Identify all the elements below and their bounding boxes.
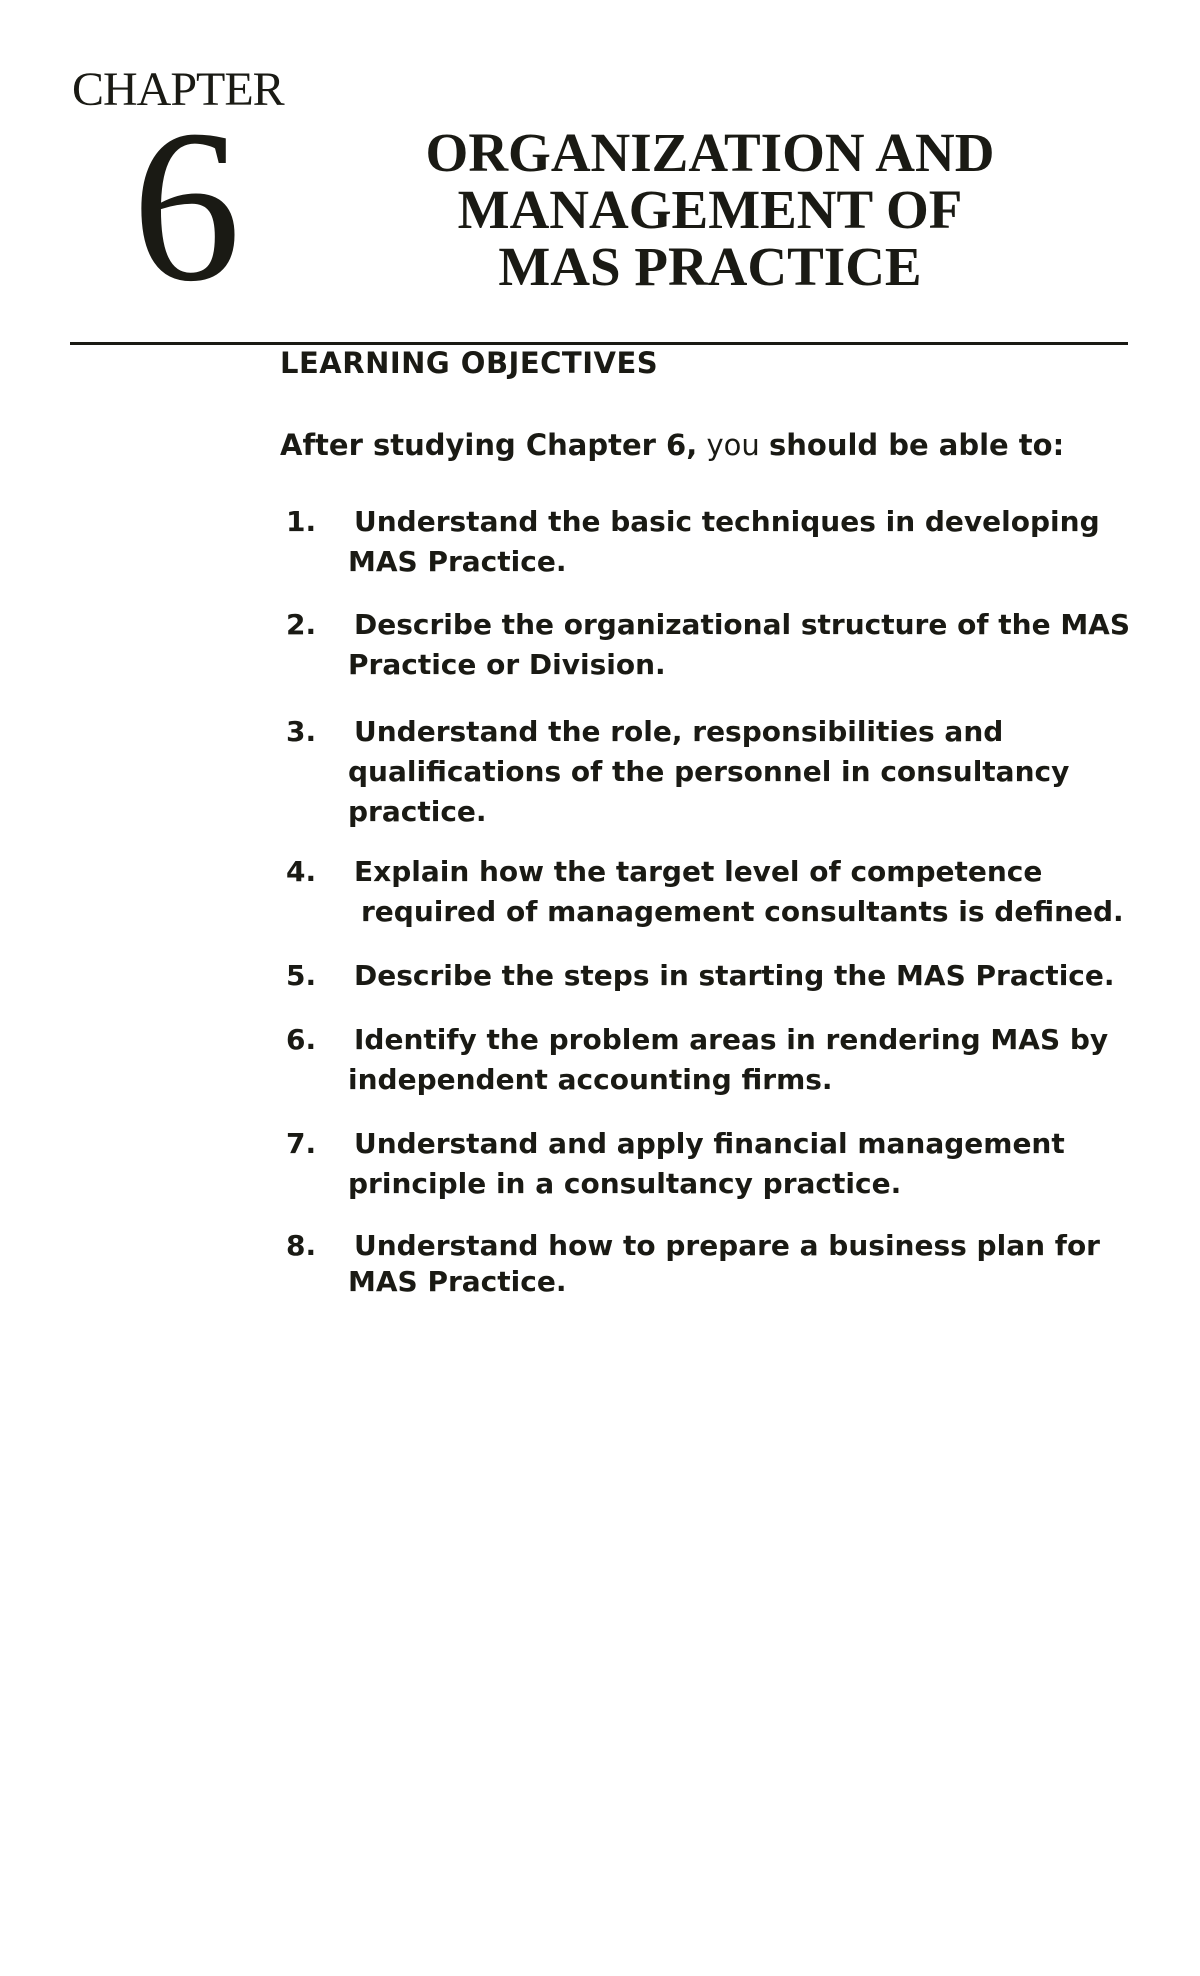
- objective-item-5: [280, 956, 1160, 996]
- chapter-number: 6: [132, 86, 237, 327]
- objective-line: Identify the problem areas in rendering MAS by: [354, 1023, 1109, 1056]
- objective-number: 8.: [286, 1229, 317, 1262]
- objective-number: 1.: [286, 505, 317, 538]
- objective-line: Understand how to prepare a business plan for: [354, 1229, 1100, 1262]
- objective-line: MAS Practice.: [348, 545, 567, 578]
- chapter-label: CHAPTER: [72, 63, 284, 116]
- objective-number: 5.: [286, 959, 317, 992]
- objective-item-1: [280, 502, 1160, 582]
- objective-item-3: [280, 712, 1160, 832]
- objective-item-6: [280, 1020, 1160, 1100]
- objective-number: 3.: [286, 715, 317, 748]
- chapter-title: [380, 124, 1040, 295]
- objective-line: required of management consultants is defined.: [361, 895, 1124, 928]
- objectives-list: [280, 502, 1160, 1300]
- objective-number: 2.: [286, 608, 317, 641]
- learning-objectives-heading: LEARNING OBJECTIVES: [280, 346, 659, 380]
- intro-part-2: you: [697, 428, 769, 462]
- objective-item-2: [280, 605, 1160, 685]
- objective-line: independent accounting firms.: [348, 1063, 833, 1096]
- objective-item-4: [280, 852, 1160, 932]
- objective-line: Describe the organizational structure of the MAS: [354, 608, 1131, 641]
- chapter-title-line-3: MAS PRACTICE: [498, 236, 922, 297]
- intro-part-1: After studying Chapter 6,: [280, 428, 698, 462]
- objective-line: qualifications of the personnel in consultancy: [348, 755, 1070, 788]
- objective-line: Explain how the target level of competence: [354, 855, 1043, 888]
- intro-part-3: should be able to:: [768, 428, 1065, 462]
- objective-line: Understand the basic techniques in developing: [354, 505, 1100, 538]
- learning-objectives-intro: [280, 425, 1064, 465]
- objective-line: Describe the steps in starting the MAS Practice.: [354, 959, 1115, 992]
- objective-line: MAS Practice.: [348, 1265, 567, 1298]
- objective-line: practice.: [348, 795, 487, 828]
- objective-number: 4.: [286, 855, 317, 888]
- objective-line: Practice or Division.: [348, 648, 666, 681]
- objective-item-8: [280, 1228, 1160, 1300]
- objective-line: Understand and apply financial management: [354, 1127, 1065, 1160]
- chapter-title-line-1: ORGANIZATION AND: [425, 122, 995, 183]
- objective-item-7: [280, 1124, 1160, 1204]
- objective-line: Understand the role, responsibilities and: [354, 715, 1004, 748]
- objective-line: principle in a consultancy practice.: [348, 1167, 902, 1200]
- objective-number: 6.: [286, 1023, 317, 1056]
- objective-number: 7.: [286, 1127, 317, 1160]
- chapter-title-line-2: MANAGEMENT OF: [457, 179, 963, 240]
